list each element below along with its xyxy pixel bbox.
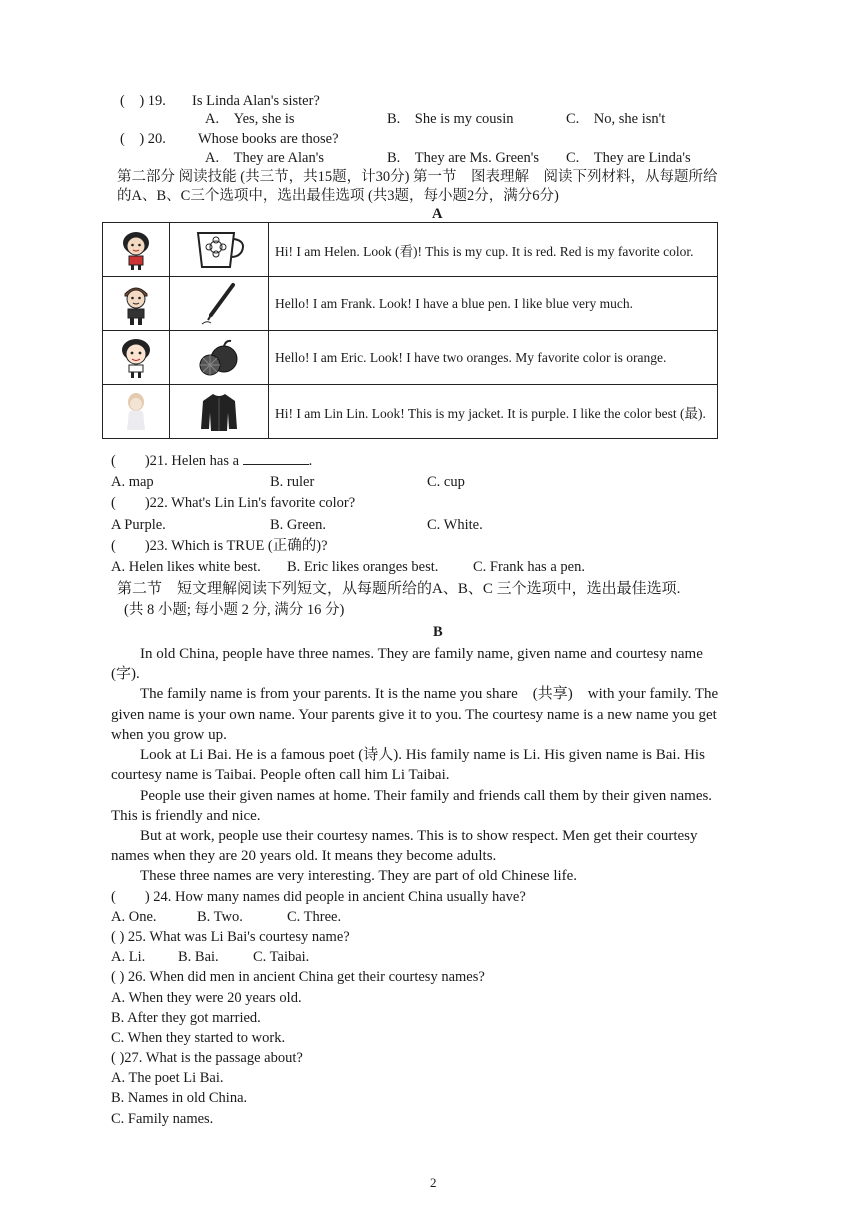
q23-option-c: C. Frank has a pen. xyxy=(473,559,585,575)
q22-option-a: A Purple. xyxy=(111,517,166,533)
q21-tail: . xyxy=(308,453,313,469)
q22-option-c: C. White. xyxy=(427,517,483,533)
q26-stem: ( ) 26. When did men in ancient China get their courtesy names? xyxy=(111,969,485,985)
q23-option-b: B. Eric likes oranges best. xyxy=(287,559,439,575)
q20-option-c: C. They are Linda's xyxy=(566,150,691,166)
q21-option-a: A. map xyxy=(111,474,154,490)
q26-option-a: A. When they were 20 years old. xyxy=(111,990,302,1006)
person-cell xyxy=(103,331,170,385)
q27-option-b: B. Names in old China. xyxy=(111,1090,248,1106)
table-row xyxy=(103,331,718,385)
q19-number: ( ) 19. xyxy=(120,93,166,109)
row-text: Hi! I am Helen. Look (看)! This is my cup. It is red. Red is my favorite color. xyxy=(269,223,718,277)
q25-stem: ( ) 25. What was Li Bai's courtesy name? xyxy=(111,929,350,945)
orange-icon xyxy=(197,338,241,378)
row-text: Hello! I am Frank. Look! I have a blue pen. I like blue very much. xyxy=(269,277,718,331)
q24-stem: ( ) 24. How many names did people in ancient China usually have? xyxy=(111,889,526,905)
q25-option-c: C. Taibai. xyxy=(253,949,310,965)
q26-option-b: B. After they got married. xyxy=(111,1010,261,1026)
table-row xyxy=(103,385,718,439)
passage-line: Look at Li Bai. He is a famous poet (诗人). His family name is Li. His given name is Bai. His xyxy=(140,747,705,763)
passage-line: names when they are 20 years old. It means they become adults. xyxy=(111,848,497,864)
q24-option-a: A. One. xyxy=(111,909,157,925)
q20-number: ( ) 20. xyxy=(120,131,166,147)
passage-line: given name is your own name. Your parents give it to you. The courtesy name is a new name you get xyxy=(111,707,717,723)
page-number: 2 xyxy=(430,1175,437,1190)
q26-option-c: C. When they started to work. xyxy=(111,1030,286,1046)
q24-option-c: C. Three. xyxy=(287,909,342,925)
passage-line: These three names are very interesting. They are part of old Chinese life. xyxy=(140,868,578,884)
row-text: Hello! I am Eric. Look! I have two oranges. My favorite color is orange. xyxy=(269,331,718,385)
passage-line: But at work, people use their courtesy names. This is to show respect. Men get their courtesy xyxy=(140,828,698,844)
passage-line: This is friendly and nice. xyxy=(111,808,261,824)
q25-option-b: B. Bai. xyxy=(178,949,219,965)
pen-icon xyxy=(199,282,239,326)
q20-option-b: B. They are Ms. Green's xyxy=(387,150,540,166)
q19-option-a: A. Yes, she is xyxy=(205,111,295,127)
passage-line: The family name is from your parents. It is the name you share (共享) with your family. The xyxy=(140,686,719,702)
q20-option-a: A. They are Alan's xyxy=(205,150,324,166)
table-row xyxy=(103,223,718,277)
q27-option-c: C. Family names. xyxy=(111,1111,214,1127)
q23-option-a: A. Helen likes white best. xyxy=(111,559,261,575)
person-cell xyxy=(103,277,170,331)
q24-option-b: B. Two. xyxy=(197,909,243,925)
item-cell xyxy=(170,277,269,331)
passage-line: People use their given names at home. Their family and friends call them by their given names. xyxy=(140,788,713,804)
section-b-label: B xyxy=(433,624,443,640)
girl-icon xyxy=(119,229,153,271)
item-cell xyxy=(170,385,269,439)
q19-option-c: C. No, she isn't xyxy=(566,111,666,127)
item-cell xyxy=(170,223,269,277)
part2-heading-line2: 的A、B、C三个选项中，选出最佳选项 (共3题，每小题2分，满分6分) xyxy=(117,188,559,204)
passage-line: when you grow up. xyxy=(111,727,227,743)
q21-stem xyxy=(111,452,312,470)
person-cell xyxy=(103,385,170,439)
q21-option-c: C. cup xyxy=(427,474,465,490)
q22-stem: ( )22. What's Lin Lin's favorite color? xyxy=(111,495,356,511)
q27-option-a: A. The poet Li Bai. xyxy=(111,1070,224,1086)
person-cell xyxy=(103,223,170,277)
q21-number: ( )21. Helen has a xyxy=(111,453,240,469)
q22-option-b: B. Green. xyxy=(270,517,326,533)
section-a-label: A xyxy=(432,206,443,222)
jacket-icon xyxy=(199,391,239,433)
passage-line: (字). xyxy=(111,666,140,682)
q20-stem: Whose books are those? xyxy=(198,131,339,147)
q21-option-b: B. ruler xyxy=(270,474,315,490)
item-cell xyxy=(170,331,269,385)
q19-stem: Is Linda Alan's sister? xyxy=(192,93,320,109)
section2-heading-line2: (共 8 小题; 每小题 2 分, 满分 16 分) xyxy=(124,602,345,618)
q19-option-b: B. She is my cousin xyxy=(387,111,514,127)
part2-heading-line1: 第二部分 阅读技能 (共三节，共15题，计30分) 第一节 图表理解 阅读下列材料，从每题所给 xyxy=(117,169,718,185)
q27-stem: ( )27. What is the passage about? xyxy=(111,1050,303,1066)
boy-icon xyxy=(118,336,154,380)
passage-line: courtesy name is Taibai. People often call him Li Taibai. xyxy=(111,767,450,783)
cup-icon xyxy=(190,229,248,271)
row-text: Hi! I am Lin Lin. Look! This is my jacket. It is purple. I like the color best (最). xyxy=(269,385,718,439)
passage-line: In old China, people have three names. They are family name, given name and courtesy name xyxy=(140,646,703,662)
section2-heading-line1: 第二节 短文理解阅读下列短文，从每题所给的A、B、C 三个选项中，选出最佳选项. xyxy=(117,581,681,597)
q25-option-a: A. Li. xyxy=(111,949,146,965)
boy-icon xyxy=(119,282,153,326)
reading-table xyxy=(102,222,718,439)
girl-icon xyxy=(121,390,151,434)
table-row xyxy=(103,277,718,331)
q23-stem: ( )23. Which is TRUE (正确的)? xyxy=(111,538,328,554)
answer-blank xyxy=(243,452,309,465)
